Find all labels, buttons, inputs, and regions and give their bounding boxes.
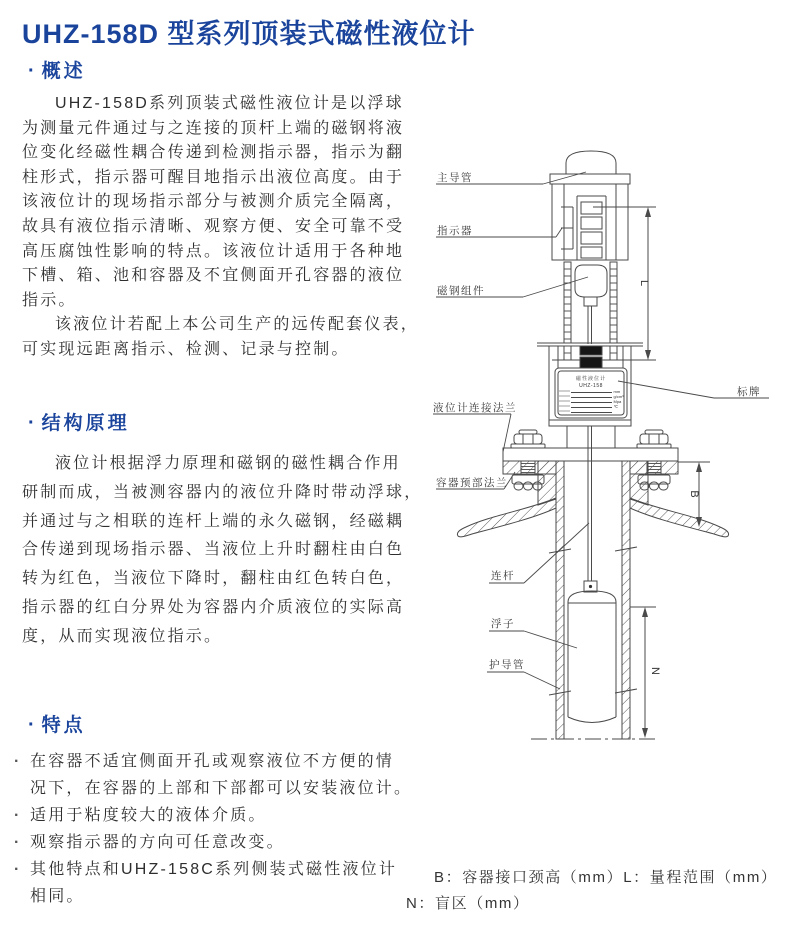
feature-item: · 其他特点和UHZ-158C系列侧装式磁性液位计 xyxy=(14,856,424,883)
label-nameplate xyxy=(618,381,769,398)
svg-text:标牌: 标牌 xyxy=(737,386,761,398)
diagram-caption-line1: B：容器接口颈高（mm）L：量程范围（mm） xyxy=(434,869,778,886)
text-line: 该液位计若配上本公司生产的远传配套仪表， xyxy=(55,316,420,334)
text-line: 高压腐蚀性影响的特点。该液位计适用于各种地 xyxy=(22,242,405,260)
connection-flange-drawing xyxy=(503,430,678,461)
text-line: 为测量元件通过与之连接的顶杆上端的磁钢将液 xyxy=(22,119,405,137)
feature-item-continuation: 况下，在容器的上部和下部都可以安装液位计。 xyxy=(30,780,413,797)
nameplate-title: 磁性液位计 xyxy=(575,376,607,382)
text-line: 度，从而实现液位指示。 xyxy=(22,627,223,645)
svg-text:磁钢组件: 磁钢组件 xyxy=(437,285,485,297)
feature-item: · 在容器不适宜侧面开孔或观察液位不方便的情 xyxy=(14,748,424,775)
label-vessel-top-flange xyxy=(436,472,515,489)
nameplate-model: UHZ-158 xyxy=(579,383,603,389)
nameplate-unit: Mpa xyxy=(613,399,622,404)
svg-text:容器预部法兰: 容器预部法兰 xyxy=(436,477,508,489)
bolt-drawing xyxy=(637,430,671,448)
label-main-guide-tube xyxy=(436,171,586,184)
svg-text:连杆: 连杆 xyxy=(491,570,515,582)
text-line: 并通过与之相联的连杆上端的永久磁钢，经磁耦 xyxy=(22,512,405,530)
section-heading-overview: · 概述 xyxy=(28,60,86,82)
bullet-dot-icon: · xyxy=(14,753,22,770)
text-line: 合传递到现场指示器、当液位上升时翻柱由白色 xyxy=(22,541,405,559)
label-gauge-connection-flange xyxy=(433,401,517,452)
dimension-L-label: L xyxy=(638,279,650,287)
vessel-flange-drawing xyxy=(503,461,678,490)
section-bullet-icon: · xyxy=(28,412,35,434)
section-bullet-icon: · xyxy=(28,60,35,82)
section-heading-principle: · 结构原理 xyxy=(28,412,130,434)
nameplate-unit: ℃ xyxy=(613,404,618,409)
label-protective-guide-tube xyxy=(487,658,560,689)
text-line: 转为红色，当液位下降时，翻柱由红色转白色， xyxy=(22,570,405,588)
text-line: 柱形式，指示器可醒目地指示出液位高度。由于 xyxy=(22,168,405,186)
svg-text:液位计连接法兰: 液位计连接法兰 xyxy=(433,402,517,414)
nameplate-unit: mm xyxy=(613,389,621,394)
bolt-drawing xyxy=(511,430,545,448)
magnet-assembly-drawing xyxy=(575,265,607,344)
bullet-dot-icon: · xyxy=(14,807,22,824)
dimension-N-label: N xyxy=(649,667,661,675)
text-line: 可实现远距离指示、检测、记录与控制。 xyxy=(22,340,350,358)
protective-guide-tube-drawing xyxy=(549,461,637,739)
dimension-B-label: B xyxy=(688,490,700,498)
text-line: 液位计根据浮力原理和磁钢的磁性耦合作用 xyxy=(55,455,401,472)
svg-text:护导管: 护导管 xyxy=(489,659,525,671)
svg-text:指示器: 指示器 xyxy=(437,225,473,237)
indicator-head-drawing xyxy=(552,184,628,260)
text-line: 故具有液位指示清晰、观察方便、安全可靠不受 xyxy=(22,217,405,235)
vessel-shoulder-drawing xyxy=(457,461,728,537)
label-connecting-rod xyxy=(489,523,589,583)
text-line: 指示。 xyxy=(22,291,77,309)
text-line: 该液位计的现场指示部分与被测介质完全隔离， xyxy=(22,193,405,211)
text-line: 研制而成，当被测容器内的液位升降时带动浮球， xyxy=(22,483,423,501)
text-line: 指示器的红白分界处为容器内介质液位的实际高 xyxy=(22,598,405,616)
svg-text:浮子: 浮子 xyxy=(491,618,515,630)
features-list xyxy=(14,748,424,910)
float-drawing xyxy=(568,581,616,723)
level-gauge-diagram xyxy=(430,118,782,770)
diagram-caption-line2: N：盲区（mm） xyxy=(406,895,530,912)
overview-paragraph xyxy=(22,92,419,363)
feature-item: · 适用于粘度较大的液体介质。 xyxy=(14,802,424,829)
connecting-rod-drawing xyxy=(588,426,592,581)
dimension-N xyxy=(630,607,661,738)
dimension-L xyxy=(593,207,656,360)
upper-tube-drawing xyxy=(564,262,617,343)
section-bullet-icon: · xyxy=(28,714,35,736)
svg-text:主导管: 主导管 xyxy=(437,172,473,184)
section-heading-features: · 特点 xyxy=(28,714,86,736)
feature-item: · 观察指示器的方向可任意改变。 xyxy=(14,829,424,856)
text-line: 位变化经磁性耦合传递到检测指示器，指示为翻 xyxy=(22,144,405,162)
bullet-dot-icon: · xyxy=(14,861,22,878)
text-line: UHZ-158D系列顶装式磁性液位计是以浮球 xyxy=(55,95,404,112)
feature-item-continuation: 相同。 xyxy=(30,888,85,905)
bullet-dot-icon: · xyxy=(14,834,22,851)
nameplate-drawing xyxy=(555,368,627,418)
principle-paragraph xyxy=(22,450,422,652)
text-line: 下槽、箱、池和容器及不宜侧面开孔容器的液位 xyxy=(22,267,405,285)
page-title: UHZ-158D 型系列顶装式磁性液位计 xyxy=(22,19,476,49)
label-indicator xyxy=(436,224,562,237)
nameplate-unit: g/cm³ xyxy=(613,394,624,399)
